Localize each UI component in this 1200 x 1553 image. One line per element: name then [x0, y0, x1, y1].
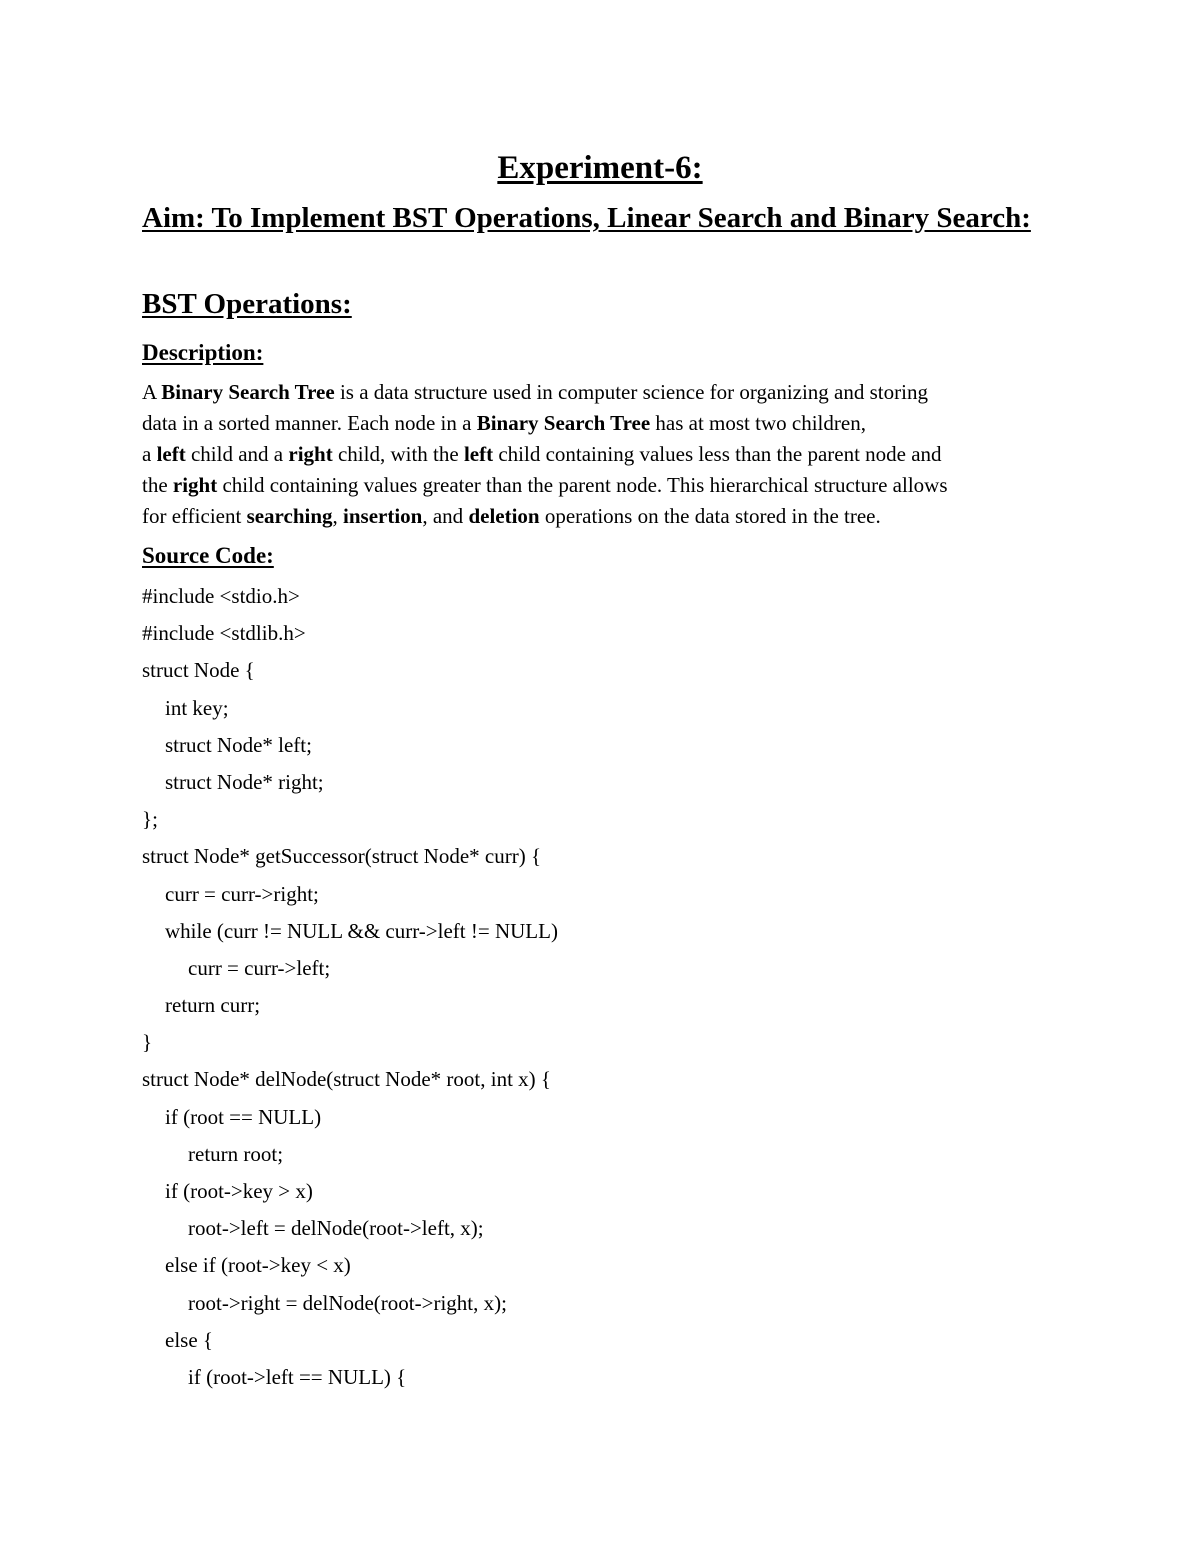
text-run: a [142, 442, 157, 466]
text-run: operations on the data stored in the tree. [539, 504, 881, 528]
description-heading: Description: [142, 340, 264, 365]
code-line: root->right = delNode(root->right, x); [188, 1290, 507, 1315]
text-run: , and [422, 504, 469, 528]
code-line: #include <stdlib.h> [142, 621, 306, 646]
bold-term: left [156, 442, 186, 466]
text-run: is a data structure used in computer science for organizing and storing [334, 380, 928, 404]
source-code-block [142, 578, 558, 1396]
page-title: Experiment-6: [497, 150, 703, 186]
code-line: if (root->left == NULL) { [188, 1364, 407, 1389]
code-line: return root; [188, 1141, 284, 1166]
text-run: the [142, 473, 173, 497]
text-run: child and a [185, 442, 289, 466]
code-line: struct Node* right; [165, 769, 324, 794]
code-line: struct Node* getSuccessor(struct Node* curr) { [142, 844, 542, 869]
text-run: A [142, 380, 162, 404]
bold-term: right [172, 473, 218, 497]
code-line: curr = curr->left; [188, 955, 331, 980]
code-line: else if (root->key < x) [165, 1253, 351, 1278]
text-run: , [332, 504, 344, 528]
code-line: if (root == NULL) [165, 1104, 322, 1129]
bold-term: left [463, 442, 494, 466]
text-run: for efficient [142, 504, 247, 528]
code-line: } [142, 1030, 153, 1055]
text-run: data in a sorted manner. Each node in a [142, 411, 477, 435]
text-run: has at most two children, [650, 411, 866, 435]
bold-term: insertion [343, 504, 423, 528]
code-line: int key; [165, 695, 229, 720]
description-line [142, 470, 1072, 501]
bold-term: deletion [468, 504, 540, 528]
code-line: struct Node* left; [165, 732, 312, 757]
code-line: curr = curr->right; [165, 881, 319, 906]
code-line: if (root->key > x) [165, 1179, 313, 1203]
code-line: }; [142, 807, 158, 832]
description-line [142, 408, 1072, 439]
description-line [142, 501, 1072, 532]
description-line [142, 439, 1072, 470]
text-run: child containing values greater than the parent node. This hierarchical structure allows [217, 473, 948, 497]
code-line: else { [165, 1327, 213, 1352]
bold-term: right [288, 442, 333, 466]
code-line: root->left = delNode(root->left, x); [188, 1216, 484, 1241]
bold-term: searching [246, 504, 333, 528]
bold-term: Binary Search Tree [476, 411, 651, 435]
code-line: while (curr != NULL && curr->left != NULL) [165, 918, 558, 943]
bold-term: Binary Search Tree [161, 380, 335, 404]
description-line [142, 377, 1072, 408]
section-heading: BST Operations: [142, 288, 352, 320]
source-code-heading: Source Code: [142, 543, 274, 568]
description-paragraph [142, 377, 1072, 532]
code-line: struct Node* delNode(struct Node* root, int x) { [142, 1067, 551, 1092]
aim-heading: Aim: To Implement BST Operations, Linear Search and Binary Search: [142, 202, 1031, 234]
code-line: struct Node { [142, 658, 255, 683]
text-run: child, with the [332, 442, 464, 466]
code-line: return curr; [165, 993, 261, 1018]
text-run: child containing values less than the parent node and [493, 442, 942, 466]
code-line: #include <stdio.h> [142, 584, 300, 608]
